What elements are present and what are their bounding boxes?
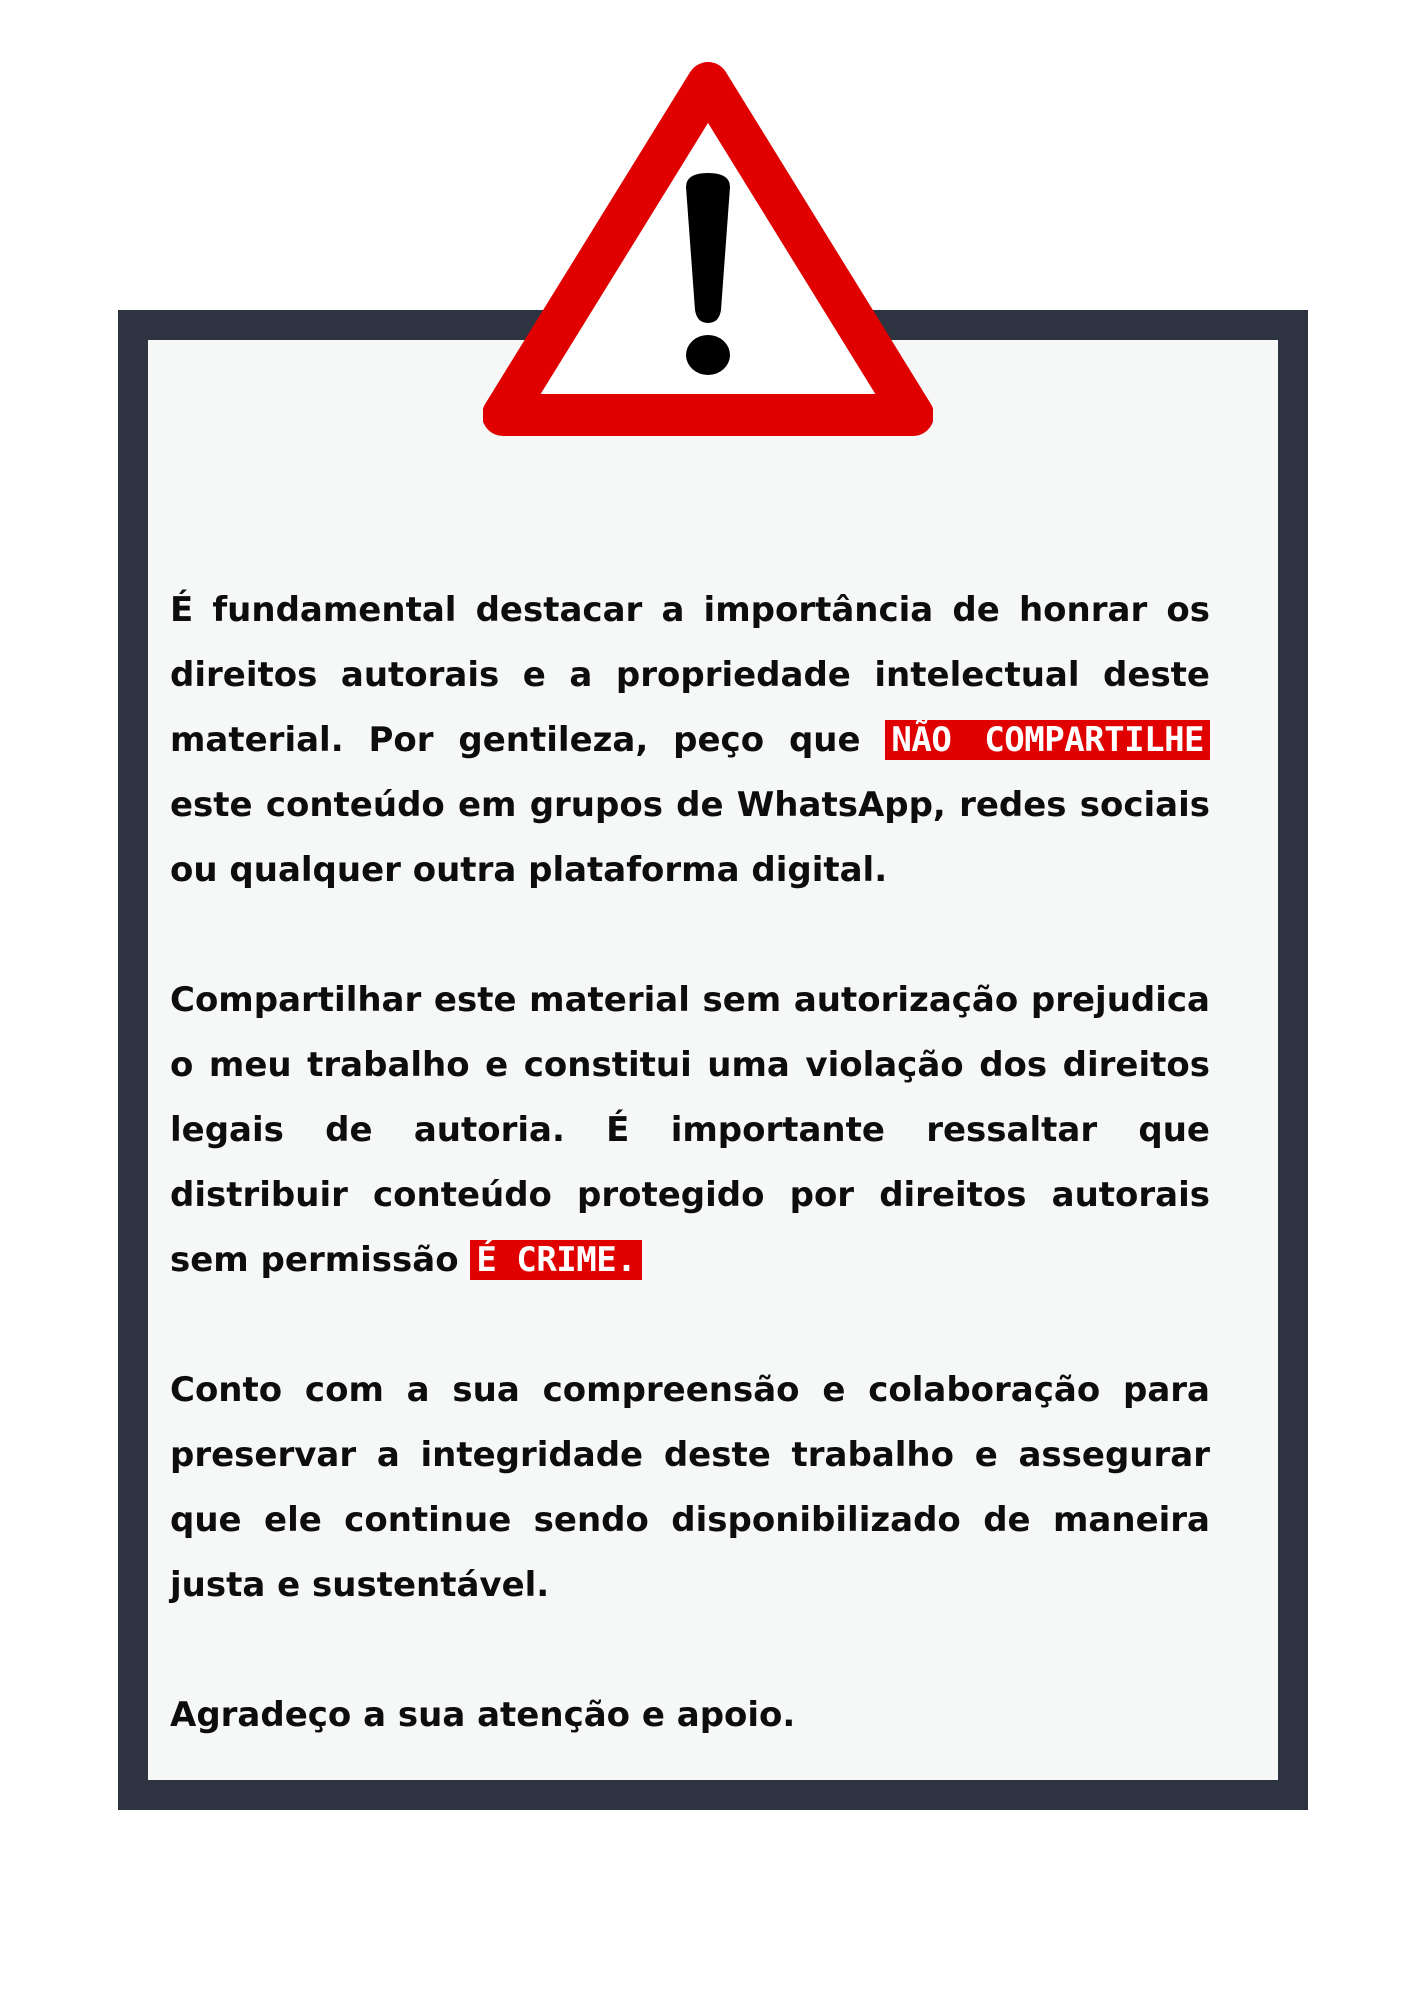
- p1-text-before: É fundamental destacar a importância de honrar os direitos autorais e a propriedade intelectual deste material. Por gentileza, peço que: [170, 590, 1210, 760]
- notice-content: [170, 578, 1210, 1748]
- notice-paragraph-1: [170, 578, 1210, 903]
- do-not-share-highlight: NÃO COMPARTILHE: [885, 720, 1210, 760]
- notice-paragraph-3: Conto com a sua compreensão e colaboração para preservar a integridade deste trabalho e assegurar que ele continue sendo disponibilizado de maneira justa e sustentável.: [170, 1370, 1210, 1605]
- p1-text-after: este conteúdo em grupos de WhatsApp, redes sociais ou qualquer outra plataforma digital.: [170, 785, 1210, 890]
- notice-paragraph-2: [170, 968, 1210, 1293]
- notice-paragraph-4: Agradeço a sua atenção e apoio.: [170, 1695, 796, 1735]
- warning-triangle-icon: [483, 55, 933, 440]
- crime-highlight: É CRIME.: [470, 1240, 642, 1280]
- p2-text-before: Compartilhar este material sem autorização prejudica o meu trabalho e constitui uma violação dos direitos legais de autoria. É importante ressaltar que distribuir conteúdo protegido por direitos autorais sem permissão: [170, 980, 1210, 1280]
